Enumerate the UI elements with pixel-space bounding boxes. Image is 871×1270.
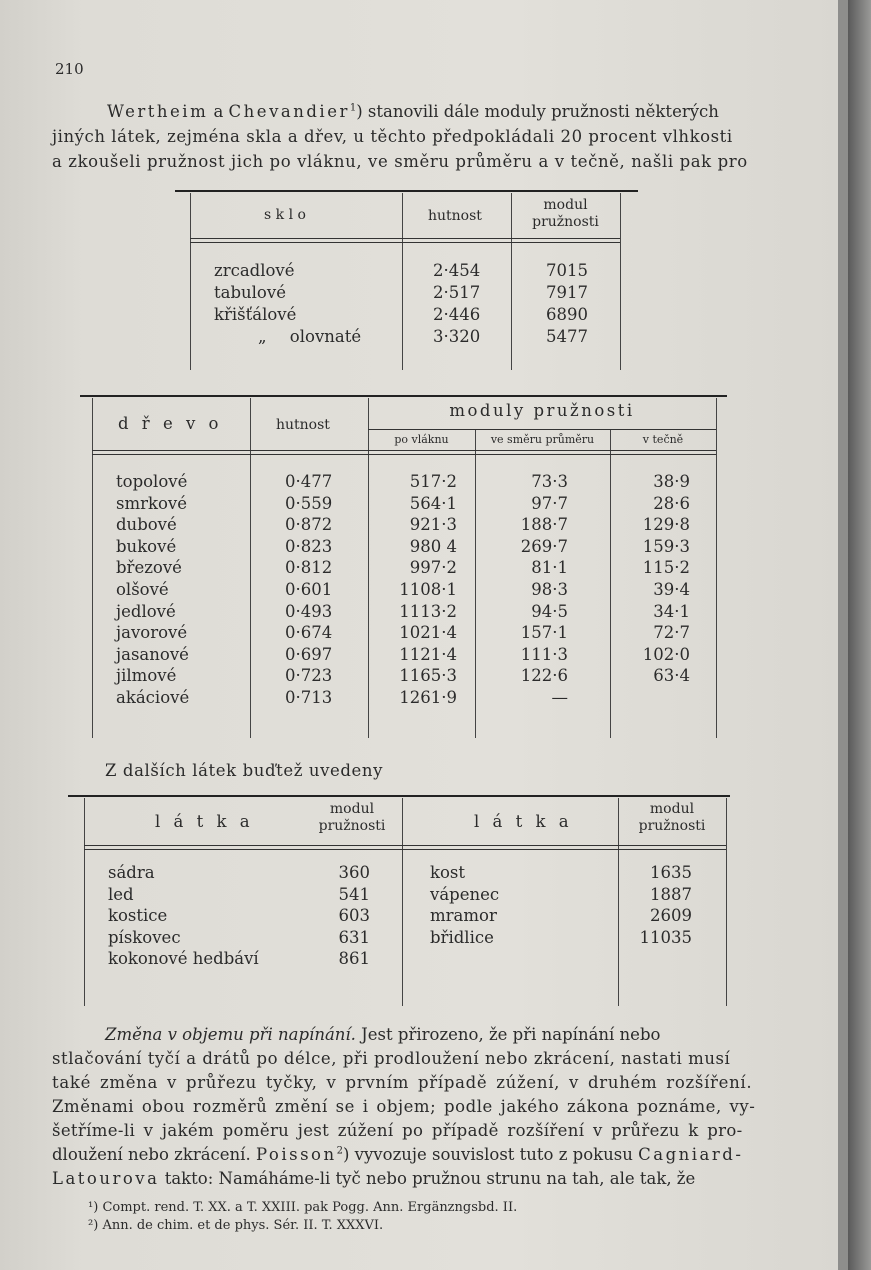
wood-cell-density: 0·674 (285, 623, 333, 643)
other-cell-right-mod: 1887 (650, 884, 692, 904)
author-wertheim: Wertheim (107, 102, 209, 121)
author-poisson: Poisson (255, 1145, 337, 1164)
wood-cell-density: 0·477 (285, 472, 333, 491)
wood-header-material: d ř e v o (118, 414, 223, 433)
glass-name: „ olovnaté (258, 327, 362, 346)
wood-cell-density: 0·493 (285, 601, 333, 621)
wood-header-radial: ve směru průměru (490, 433, 595, 446)
other-cell-left-mod: 541 (338, 884, 370, 904)
glass-density: 2·446 (433, 305, 481, 324)
footnote-2-text: Ann. de chim. et de phys. Sér. II. T. XXXVI. (102, 1218, 384, 1233)
other-cell-right-name: kost (430, 863, 466, 882)
wood-cell-radial: 81·1 (531, 558, 568, 578)
other-cell-left-mod: 603 (338, 906, 370, 925)
author-latour: Latourova (52, 1169, 160, 1188)
wood-cell-along: 1113·2 (399, 601, 457, 621)
page-number: 210 (55, 60, 84, 78)
wood-cell-density: 0·713 (285, 688, 333, 707)
wood-cell-name: smrkové (116, 493, 188, 513)
other-cell-right-name: vápenec (430, 884, 500, 904)
wood-cell-name: jilmové (116, 666, 177, 686)
wood-cell-tangent: 129·8 (642, 515, 690, 535)
wood-cell-tangent: 102·0 (642, 644, 690, 664)
other-header-modulus-left-1: modul (329, 801, 375, 817)
wood-header-along: po vláknu (394, 433, 449, 446)
section-line-4: Změnami obou rozměrů změní se i objem; podle jakého zákona poznáme, vy- (52, 1097, 756, 1116)
author-chevandier: Chevandier (228, 102, 350, 121)
wood-header-density: hutnost (276, 417, 330, 433)
other-cell-left-name: sádra (108, 863, 155, 882)
wood-cell-along: 997·2 (409, 558, 457, 578)
wood-cell-name: jedlové (116, 601, 176, 621)
section-line-1 (105, 1025, 660, 1044)
wood-cell-along: 1021·4 (399, 623, 457, 643)
section-line-7 (52, 1169, 695, 1188)
wood-cell-radial: 73·3 (531, 472, 568, 491)
wood-cell-tangent: 38·9 (653, 472, 690, 491)
footnote-ref-2: 2 (336, 1145, 343, 1157)
other-cell-left-name: kokonové hedbáví (108, 949, 259, 968)
wood-cell-along: 1121·4 (399, 644, 457, 664)
other-cell-left-name: pískovec (108, 927, 181, 947)
wood-cell-name: jasanové (116, 644, 189, 664)
wood-cell-name: akáciové (116, 688, 190, 707)
wood-cell-along: 1165·3 (399, 666, 457, 686)
glass-modulus: 7015 (546, 261, 588, 280)
section-line-3: také změna v průřezu tyčky, v prvním případě zúžení, v druhém rozšíření. (52, 1073, 753, 1092)
glass-modulus: 5477 (546, 327, 588, 346)
wood-cell-radial: 97·7 (531, 493, 568, 513)
section-line-2: stlačování tyčí a drátů po délce, při prodloužení nebo zkrácení, nastati musí (52, 1049, 731, 1068)
wood-cell-name: bukové (116, 536, 177, 556)
wood-cell-tangent: 28·6 (653, 493, 690, 513)
wood-cell-density: 0·697 (285, 644, 333, 664)
other-header-material-left: l á t k a (155, 812, 254, 831)
other-header-modulus-right-2: pružnosti (638, 818, 706, 834)
section-line-6 (52, 1145, 743, 1164)
page-edge-shadow (838, 0, 848, 1270)
other-cell-left-name: kostice (108, 906, 168, 925)
wood-cell-density: 0·872 (285, 515, 333, 535)
wood-cell-tangent: 159·3 (642, 536, 690, 556)
wood-cell-along: 517·2 (409, 472, 457, 491)
footnote-ref-1: 1 (349, 102, 357, 114)
wood-cell-radial: 94·5 (531, 601, 568, 621)
other-cell-right-name: břidlice (430, 927, 494, 947)
glass-density: 2·454 (433, 261, 481, 280)
other-cell-right-mod: 11035 (639, 927, 692, 947)
wood-cell-tangent: 34·1 (653, 601, 690, 621)
section-line-7-text: takto: Namáháme-li tyč nebo pružnou strunu na tah, ale tak, že (159, 1169, 696, 1188)
glass-header-modulus-1: modul (543, 197, 588, 213)
wood-cell-along: 921·3 (409, 515, 457, 535)
wood-cell-radial: — (551, 688, 568, 707)
other-header-material-right: l á t k a (474, 812, 573, 831)
wood-cell-tangent: 39·4 (653, 580, 690, 599)
section-line-6-text-b: ) vyvozuje souvislost tuto z pokusu (342, 1145, 639, 1164)
other-cell-right-name: mramor (430, 906, 497, 925)
other-cell-right-mod: 1635 (650, 863, 692, 882)
glass-name: tabulové (214, 283, 286, 302)
glass-modulus: 6890 (546, 305, 588, 324)
footnote-1 (88, 1200, 517, 1215)
glass-header-modulus-2: pružnosti (532, 214, 599, 230)
other-cell-left-name: led (108, 884, 134, 904)
other-header-modulus-left-2: pružnosti (318, 818, 386, 834)
glass-header-material: s k l o (264, 207, 306, 223)
section-line-5: šetříme-li v jakém poměru jest zúžení po případě rozšíření v průřezu k pro- (52, 1121, 743, 1140)
wood-cell-along: 1261·9 (399, 688, 457, 707)
wood-cell-name: olšové (116, 580, 169, 599)
wood-cell-density: 0·823 (285, 536, 333, 556)
intro-connector: a (208, 102, 229, 121)
wood-cell-density: 0·559 (285, 493, 333, 513)
intro-line-3: a zkoušeli pružnost jich po vláknu, ve směru průměru a v tečně, našli pak pro (52, 152, 748, 171)
wood-cell-radial: 122·6 (520, 666, 568, 686)
intro-line-1 (107, 102, 719, 121)
other-intro: Z dalších látek buďtež uvedeny (105, 761, 384, 780)
glass-density: 3·320 (433, 327, 481, 346)
glass-density: 2·517 (433, 283, 481, 302)
footnote-1-mark: ¹) (88, 1200, 99, 1215)
wood-cell-radial: 269·7 (520, 536, 568, 556)
wood-cell-along: 1108·1 (399, 580, 457, 599)
footnote-2-mark: ²) (88, 1218, 99, 1233)
wood-cell-radial: 157·1 (520, 623, 568, 643)
wood-cell-name: dubové (116, 515, 177, 535)
intro-line-1-text: ) stanovili dále moduly pružnosti některých (356, 102, 719, 121)
wood-cell-along: 980 4 (409, 536, 457, 556)
wood-header-moduli: moduly pružnosti (449, 401, 635, 420)
other-header-modulus-right-1: modul (649, 801, 695, 817)
wood-cell-name: javorové (116, 623, 188, 643)
section-line-6-text-a: dloužení nebo zkrácení. (52, 1145, 256, 1164)
footnote-1-text: Compt. rend. T. XX. a T. XXIII. pak Pogg. Ann. Ergänzngsbd. II. (102, 1200, 518, 1215)
glass-name: křišťálové (214, 305, 297, 324)
wood-cell-along: 564·1 (409, 493, 457, 513)
other-cell-left-mod: 360 (338, 863, 370, 882)
wood-cell-tangent: 115·2 (642, 558, 690, 578)
wood-cell-name: topolové (116, 472, 188, 491)
other-cell-left-mod: 631 (338, 927, 370, 947)
glass-header-density: hutnost (428, 208, 482, 224)
wood-cell-radial: 188·7 (520, 515, 568, 535)
wood-header-tangent: v tečně (642, 433, 684, 446)
wood-cell-density: 0·601 (285, 580, 333, 599)
other-cell-right-mod: 2609 (650, 906, 692, 925)
author-cagniard: Cagniard- (638, 1145, 744, 1164)
wood-cell-tangent: 72·7 (653, 623, 690, 643)
intro-line-2: jiných látek, zejména skla a dřev, u těchto předpokládali 20 procent vlhkosti (52, 127, 733, 146)
wood-cell-density: 0·723 (285, 666, 333, 686)
section-line-1-text: Jest přirozeno, že při napínání nebo (355, 1025, 661, 1044)
footnote-2 (88, 1218, 383, 1233)
wood-cell-radial: 111·3 (520, 644, 568, 664)
glass-name: zrcadlové (214, 261, 295, 280)
wood-cell-radial: 98·3 (531, 580, 568, 599)
section-title: Změna v objemu při napínání. (105, 1025, 356, 1044)
glass-modulus: 7917 (546, 283, 588, 302)
wood-cell-name: březové (116, 558, 182, 578)
wood-cell-density: 0·812 (285, 558, 333, 578)
book-spine-edge (848, 0, 871, 1270)
wood-cell-tangent: 63·4 (653, 666, 690, 686)
other-cell-left-mod: 861 (338, 949, 370, 968)
